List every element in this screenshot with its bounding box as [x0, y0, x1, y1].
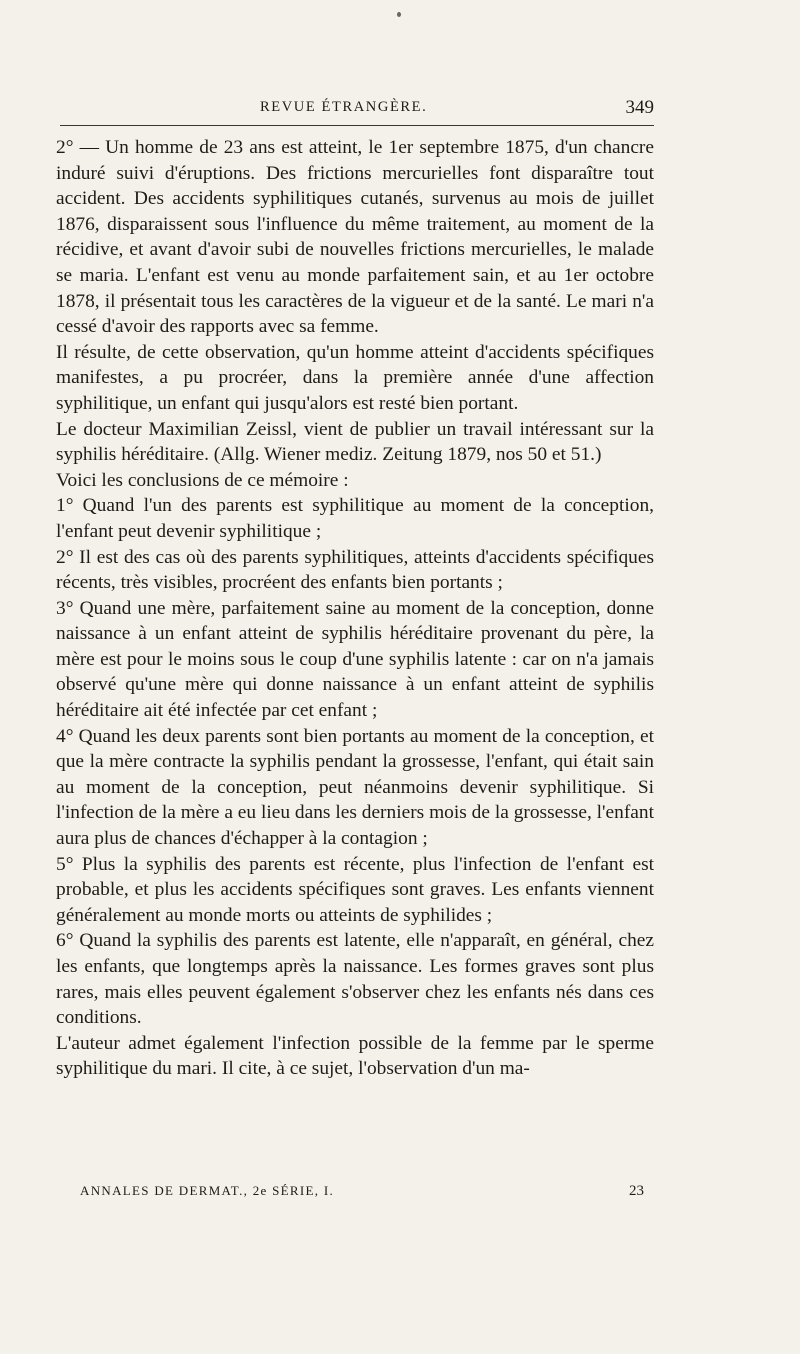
- page-number: 349: [625, 97, 654, 118]
- paragraph-result: Il résulte, de cette observation, qu'un homme atteint d'accidents spécifiques manifestes, a pu procréer, dans la première année d'une affection syphilitique, un enfant qui jusqu'alors est resté bien portant.: [56, 341, 654, 414]
- body-text: [56, 135, 654, 1082]
- signature-mark: 23: [629, 1183, 644, 1199]
- header-rule: [60, 125, 654, 126]
- paragraph-zeissl: Le docteur Maximilian Zeissl, vient de publier un travail intéressant sur la syphilis héréditaire. (Allg. Wiener mediz. Zeitung 1879, nos 50 et 51.): [56, 418, 654, 466]
- conclusion-2: 2° Il est des cas où des parents syphilitiques, atteints d'accidents spécifiques récents, très visibles, procréent des enfants bien portants ;: [56, 546, 654, 594]
- conclusion-4: 4° Quand les deux parents sont bien portants au moment de la conception, et que la mère contracte la syphilis pendant la grossesse, l'enfant, qui était sain au moment de la conception, peut néanmoins devenir syphilitique. Si l'infection de la mère a eu lieu dans les derniers mois de la grossesse, l'enfant aura plus de chances d'échapper à la contagion ;: [56, 725, 654, 850]
- conclusion-3: 3° Quand une mère, parfaitement saine au moment de la conception, donne naissance à un enfant atteint de syphilis héréditaire provenant du père, la mère est pour le moins sous le coup d'une syphilis latente : car on n'a jamais observé qu'une mère qui donne naissance à un enfant atteint de syphilis héréditaire ait été infectée par cet enfant ;: [56, 597, 654, 722]
- ink-speck: [397, 12, 401, 17]
- conclusion-6: 6° Quand la syphilis des parents est latente, elle n'apparaît, en général, chez les enfants, que longtemps après la naissance. Les formes graves sont plus rares, mais elles peuvent également s'observer chez les enfants nés dans ces conditions.: [56, 930, 654, 1029]
- running-title: REVUE ÉTRANGÈRE.: [260, 99, 428, 115]
- page-header: [60, 97, 654, 121]
- conclusion-5: 5° Plus la syphilis des parents est récente, plus l'infection de l'enfant est probable, et plus les accidents spécifiques sont graves. Les enfants viennent généralement au monde morts ou atteints de syphilides ;: [56, 853, 654, 926]
- page-footer: [60, 1183, 654, 1205]
- paragraph-case-2: 2° — Un homme de 23 ans est atteint, le 1er septembre 1875, d'un chancre induré suivi d'éruptions. Des frictions mercurielles font disparaître tout accident. Des accidents syphilitiques cutanés, survenus au mois de juillet 1876, disparaissent sous l'influence du même traitement, au moment de la récidive, et avant d'avoir subi de nouvelles frictions mercurielles, le malade se maria. L'enfant est venu au monde parfaitement sain, et au 1er octobre 1878, il présentait tous les caractères de la vigueur et de la santé. Le mari n'a cessé d'avoir des rapports avec sa femme.: [56, 137, 654, 338]
- paragraph-author: L'auteur admet également l'infection possible de la femme par le sperme syphilitique du mari. Il cite, à ce sujet, l'observation d'un ma-: [56, 1032, 654, 1080]
- footer-journal: ANNALES DE DERMAT., 2e SÉRIE, I.: [80, 1183, 335, 1198]
- paragraph-intro-conclusions: Voici les conclusions de ce mémoire :: [56, 469, 349, 491]
- conclusion-1: 1° Quand l'un des parents est syphilitique au moment de la conception, l'enfant peut devenir syphilitique ;: [56, 495, 654, 542]
